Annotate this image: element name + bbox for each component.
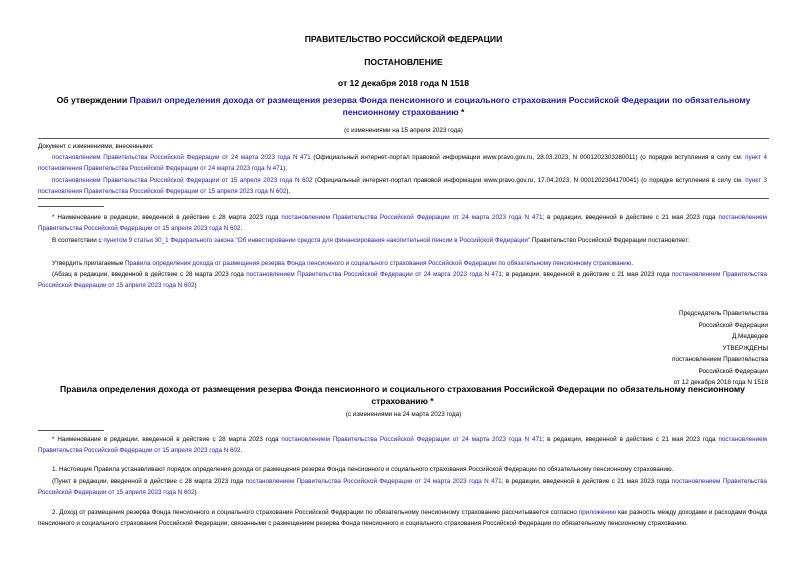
p1note-text-b: ; в редакции, введенной в действие с 21 мая 2023 года [501,478,672,485]
title-link[interactable]: Правил определения дохода от размещения резерва Фонда пенсионного и социального страхования Российской Федерации по обязательному пенсионному страхованию [129,95,751,117]
change-2-text: (Официальный интернет-портал правовой информации www.pravo.gov.ru, 17.04.2023, N 0001202304170041) (о порядке вступления в силу см. [312,177,746,184]
signature-block [672,308,768,389]
footnote-1 [38,212,767,235]
divider [38,198,769,199]
fn2-text-a: * Наименование в редакции, введенной в действие с 28 марта 2023 года [52,436,282,443]
change-2-link[interactable]: постановлением Правительства Российской Федерации от 15 апреля 2023 года N 602 [52,177,313,184]
footnote-2 [38,434,767,457]
fn2-link-1[interactable]: постановлением Правительства Российской Федерации от 24 марта 2023 года N 471 [281,436,543,443]
change-1-text: (Официальный интернет-портал правовой информации www.pravo.gov.ru, 28.03.2023, N 0001202303280011) (о порядке вступления в силу см. [310,154,746,161]
abzac-link-2[interactable]: постановлением Правительства Российской Федерации от 15 апреля 2023 года N 602 [38,271,767,290]
fn2-text-c: . [240,447,243,455]
paragraph-1: 1. Настоящие Правила устанавливают порядок определения дохода от размещения резерва Фонда пенсионного и социального страхования Российской Федерации по обязательному пенсионному страхованию. [52,466,674,473]
fn1-text-c: . [240,225,243,233]
abzac-text-a: (Абзац в редакции, введенной в действие с 28 марта 2023 года [52,271,247,278]
change-item-1 [38,152,767,175]
approved-line-2: постановлением Правительства [672,356,768,363]
change-1-link[interactable]: постановлением Правительства Российской Федерации от 24 марта 2023 года N 471 [52,154,311,161]
p1note-link-2[interactable]: постановлением Правительства Российской Федерации от 15 апреля 2023 года N 602 [38,478,767,497]
approve-text-b: . [631,260,634,267]
signature-name: Д.Медведев [731,333,768,340]
change-1-end: ); [283,165,287,173]
paragraph-1-note [38,476,767,499]
basis-paragraph [38,235,767,246]
change-2-end: ). [286,188,291,196]
fn1-link-2[interactable]: постановлением Правительства Российской Федерации от 15 апреля 2023 года N 602 [38,214,767,233]
title-suffix: * [458,106,465,117]
abzac-text-b: ; в редакции, введенной в действие с 21 мая 2023 года [501,271,672,278]
footnote-rule [38,430,104,431]
basis-text-a: В соответствии с [52,237,104,244]
document-type: ПОСТАНОВЛЕНИЕ [364,57,443,67]
fn2-text-b: ; в редакции, введенной в действие с 21 мая 2023 года [542,436,719,443]
approved-label: УТВЕРЖДЕНЫ [722,344,768,352]
approved-date: от 12 декабря 2018 года N 1518 [673,379,768,386]
p1note-text-c: ) [194,489,197,497]
amendments-note: (с изменениями на 15 апреля 2023 года) [344,127,463,134]
p2-text-b: как разность между доходами и расходами Фонда пенсионного и социального страхования Российской Федерации, связанными с размещением резерва Фонда пенсионного и социального страхования Российской Федерации по обязательному пенсионному страхованию. [38,509,767,528]
document-title [40,95,767,118]
abzac-link-1[interactable]: постановлением Правительства Российской Федерации от 24 марта 2023 года N 471 [246,271,502,278]
document-date-number: от 12 декабря 2018 года N 1518 [337,78,470,88]
change-2-link2[interactable]: пункт 3 постановления Правительства Российской Федерации от 15 апреля 2023 года N 602 [38,177,767,196]
abzac-note [38,269,767,292]
paragraph-2 [38,507,767,530]
change-1-link2[interactable]: пункт 4 постановления Правительства Российской Федерации от 24 марта 2023 года N 471 [38,154,768,173]
title-prefix: Об утверждении [56,95,130,105]
p1note-link-1[interactable]: постановлением Правительства Российской Федерации от 24 марта 2023 года N 471 [245,478,502,485]
approve-paragraph [38,258,767,269]
approve-text-a: Утвердить прилагаемые [52,260,125,267]
rules-amendments-note: (с изменениями на 24 марта 2023 года) [345,411,462,418]
p2-text-a: 2. Доход от размещения резерва Фонда пенсионного и социального страхования Российской Федерации по обязательному пенсионному страхованию рассчитывается согласно [52,509,579,516]
fn2-link-2[interactable]: постановлением Правительства Российской Федерации от 15 апреля 2023 года N 602 [38,436,767,455]
signature-line-1: Председатель Правительства [679,310,768,317]
change-item-2 [38,175,767,198]
divider [38,138,769,139]
p2-appendix-link[interactable]: приложению [578,509,616,516]
approved-line-3: Российской Федерации [698,367,768,375]
changes-intro: Документ с изменениями, внесенными: [38,143,154,150]
basis-law-link[interactable]: пунктом 9 статьи 30_1 Федерального закона "Об инвестировании средств для финансирования накопительной пенсии в Российской Федерации" [103,237,531,244]
fn1-text-b: ; в редакции, введенной в действие с 21 мая 2023 года [542,214,719,221]
government-heading: ПРАВИТЕЛЬСТВО РОССИЙСКОЙ ФЕДЕРАЦИИ [304,34,503,44]
approve-rules-link[interactable]: Правила определения дохода от размещения резерва Фонда пенсионного и социального страхования Российской Федерации по обязательному пенсионному страхованию [125,260,632,267]
fn1-text-a: * Наименование в редакции, введенной в действие с 28 марта 2023 года [52,214,282,221]
fn1-link-1[interactable]: постановлением Правительства Российской Федерации от 24 марта 2023 года N 471 [281,214,543,221]
footnote-rule [38,206,104,207]
basis-text-b: Правительство Российской Федерации постановляет: [530,237,690,244]
abzac-text-c: ) [194,282,197,290]
p1note-text-a: (Пункт в редакции, введенной в действие с 28 марта 2023 года [52,478,246,485]
signature-line-2: Российской Федерации [698,321,768,329]
rules-title: Правила определения дохода от размещения резерва Фонда пенсионного и социального страхования Российской Федерации по обязательному пенсионному страхованию * [60,384,745,406]
